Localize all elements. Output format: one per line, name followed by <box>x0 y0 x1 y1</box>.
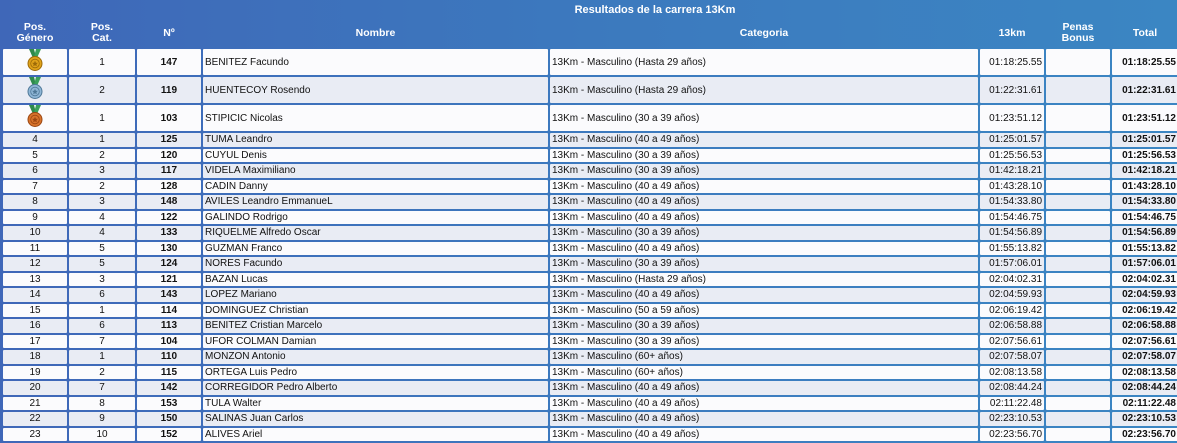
table-row[interactable] <box>3 350 1177 364</box>
table-row[interactable] <box>3 412 1177 426</box>
cell-penas <box>1046 180 1110 194</box>
cell-pos-genero: 11 <box>3 242 67 256</box>
cell-penas <box>1046 133 1110 147</box>
cell-total: 01:25:01.57 <box>1112 133 1177 147</box>
cell-num: 117 <box>137 164 201 178</box>
cell-categoria: 13Km - Masculino (Hasta 29 años) <box>550 273 978 287</box>
cell-categoria: 13Km - Masculino (40 a 49 años) <box>550 412 978 426</box>
cell-penas <box>1046 366 1110 380</box>
cell-pos-cat: 6 <box>69 319 135 333</box>
cell-penas <box>1046 149 1110 163</box>
cell-num: 152 <box>137 428 201 442</box>
cell-nombre: UFOR COLMAN Damian <box>203 335 548 349</box>
cell-pos-genero: 14 <box>3 288 67 302</box>
cell-pos-genero: 18 <box>3 350 67 364</box>
cell-num: 147 <box>137 49 201 75</box>
cell-total: 02:04:59.93 <box>1112 288 1177 302</box>
cell-penas <box>1046 164 1110 178</box>
cell-num: 110 <box>137 350 201 364</box>
cell-num: 113 <box>137 319 201 333</box>
cell-total: 01:22:31.61 <box>1112 77 1177 103</box>
table-row[interactable] <box>3 149 1177 163</box>
cell-pos-cat: 8 <box>69 397 135 411</box>
cell-total: 02:08:13.58 <box>1112 366 1177 380</box>
cell-total: 02:06:19.42 <box>1112 304 1177 318</box>
cell-pos-genero: 5 <box>3 149 67 163</box>
cell-tiempo: 02:07:58.07 <box>980 350 1044 364</box>
cell-num: 153 <box>137 397 201 411</box>
cell-num: 133 <box>137 226 201 240</box>
cell-penas <box>1046 49 1110 75</box>
cell-total: 01:55:13.82 <box>1112 242 1177 256</box>
cell-total: 01:43:28.10 <box>1112 180 1177 194</box>
cell-categoria: 13Km - Masculino (30 a 39 años) <box>550 164 978 178</box>
cell-nombre: AVILES Leandro EmmanueL <box>203 195 548 209</box>
cell-categoria: 13Km - Masculino (40 a 49 años) <box>550 211 978 225</box>
cell-pos-genero: 12 <box>3 257 67 271</box>
cell-nombre: DOMINGUEZ Christian <box>203 304 548 318</box>
cell-pos-genero: 8 <box>3 195 67 209</box>
cell-tiempo: 02:23:10.53 <box>980 412 1044 426</box>
cell-categoria: 13Km - Masculino (30 a 39 años) <box>550 105 978 131</box>
cell-nombre: SALINAS Juan Carlos <box>203 412 548 426</box>
cell-categoria: 13Km - Masculino (60+ años) <box>550 366 978 380</box>
table-row[interactable] <box>3 381 1177 395</box>
cell-pos-genero: 19 <box>3 366 67 380</box>
cell-pos-cat: 7 <box>69 381 135 395</box>
cell-penas <box>1046 350 1110 364</box>
cell-num: 103 <box>137 105 201 131</box>
cell-pos-genero: 13 <box>3 273 67 287</box>
cell-num: 125 <box>137 133 201 147</box>
header-pos-cat[interactable]: Pos. Cat. <box>90 21 114 44</box>
cell-pos-genero: 9 <box>3 211 67 225</box>
cell-penas <box>1046 211 1110 225</box>
cell-nombre: TUMA Leandro <box>203 133 548 147</box>
cell-pos-cat: 2 <box>69 77 135 103</box>
cell-pos-cat: 1 <box>69 49 135 75</box>
cell-categoria: 13Km - Masculino (40 a 49 años) <box>550 288 978 302</box>
cell-penas <box>1046 319 1110 333</box>
cell-pos-genero <box>3 77 67 103</box>
cell-nombre: HUENTECOY Rosendo <box>203 77 548 103</box>
cell-pos-cat: 5 <box>69 257 135 271</box>
cell-pos-cat: 4 <box>69 226 135 240</box>
cell-pos-cat: 7 <box>69 335 135 349</box>
cell-nombre: BENITEZ Facundo <box>203 49 548 75</box>
table-row[interactable] <box>3 242 1177 256</box>
cell-penas <box>1046 195 1110 209</box>
cell-tiempo: 02:23:56.70 <box>980 428 1044 442</box>
cell-total: 02:08:44.24 <box>1112 381 1177 395</box>
cell-tiempo: 01:43:28.10 <box>980 180 1044 194</box>
cell-penas <box>1046 257 1110 271</box>
cell-pos-cat: 1 <box>69 304 135 318</box>
cell-pos-genero <box>3 49 67 75</box>
cell-total: 01:42:18.21 <box>1112 164 1177 178</box>
cell-nombre: RIQUELME Alfredo Oscar <box>203 226 548 240</box>
cell-tiempo: 02:04:59.93 <box>980 288 1044 302</box>
cell-pos-cat: 1 <box>69 133 135 147</box>
cell-penas <box>1046 226 1110 240</box>
cell-num: 124 <box>137 257 201 271</box>
cell-pos-cat: 10 <box>69 428 135 442</box>
table-row[interactable] <box>3 257 1177 271</box>
table-row[interactable] <box>3 288 1177 302</box>
table-row[interactable] <box>3 226 1177 240</box>
cell-categoria: 13Km - Masculino (30 a 39 años) <box>550 149 978 163</box>
cell-num: 121 <box>137 273 201 287</box>
cell-categoria: 13Km - Masculino (30 a 39 años) <box>550 226 978 240</box>
cell-tiempo: 02:08:13.58 <box>980 366 1044 380</box>
cell-total: 01:23:51.12 <box>1112 105 1177 131</box>
results-table <box>1 17 1177 443</box>
cell-categoria: 13Km - Masculino (40 a 49 años) <box>550 242 978 256</box>
cell-nombre: CADIN Danny <box>203 180 548 194</box>
cell-penas <box>1046 105 1110 131</box>
cell-tiempo: 01:22:31.61 <box>980 77 1044 103</box>
cell-num: 104 <box>137 335 201 349</box>
cell-penas <box>1046 242 1110 256</box>
cell-tiempo: 02:04:02.31 <box>980 273 1044 287</box>
cell-pos-genero: 15 <box>3 304 67 318</box>
cell-penas <box>1046 77 1110 103</box>
cell-nombre: GUZMAN Franco <box>203 242 548 256</box>
cell-pos-genero: 17 <box>3 335 67 349</box>
cell-tiempo: 01:25:01.57 <box>980 133 1044 147</box>
cell-num: 115 <box>137 366 201 380</box>
table-row[interactable] <box>3 77 1177 103</box>
cell-pos-cat: 2 <box>69 180 135 194</box>
header-num[interactable]: Nº <box>163 26 175 39</box>
cell-categoria: 13Km - Masculino (60+ años) <box>550 350 978 364</box>
cell-pos-genero: 7 <box>3 180 67 194</box>
page-title: Resultados de la carrera 13Km <box>574 4 736 16</box>
header-tiempo[interactable]: 13km <box>998 26 1026 39</box>
cell-total: 01:57:06.01 <box>1112 257 1177 271</box>
table-row[interactable] <box>3 180 1177 194</box>
cell-categoria: 13Km - Masculino (Hasta 29 años) <box>550 77 978 103</box>
cell-num: 120 <box>137 149 201 163</box>
cell-pos-cat: 2 <box>69 366 135 380</box>
cell-total: 01:25:56.53 <box>1112 149 1177 163</box>
cell-penas <box>1046 397 1110 411</box>
table-row[interactable] <box>3 304 1177 318</box>
cell-penas <box>1046 273 1110 287</box>
cell-pos-cat: 1 <box>69 105 135 131</box>
cell-tiempo: 01:54:33.80 <box>980 195 1044 209</box>
cell-penas <box>1046 412 1110 426</box>
cell-categoria: 13Km - Masculino (40 a 49 años) <box>550 133 978 147</box>
cell-nombre: LOPEZ Mariano <box>203 288 548 302</box>
cell-pos-genero: 4 <box>3 133 67 147</box>
cell-pos-cat: 2 <box>69 149 135 163</box>
cell-total: 01:54:46.75 <box>1112 211 1177 225</box>
cell-nombre: ORTEGA Luis Pedro <box>203 366 548 380</box>
cell-tiempo: 01:54:56.89 <box>980 226 1044 240</box>
cell-categoria: 13Km - Masculino (30 a 39 años) <box>550 257 978 271</box>
table-row[interactable] <box>3 195 1177 209</box>
cell-categoria: 13Km - Masculino (30 a 39 años) <box>550 319 978 333</box>
cell-pos-genero: 16 <box>3 319 67 333</box>
cell-pos-cat: 3 <box>69 273 135 287</box>
medal-silver-icon <box>26 77 44 103</box>
cell-pos-genero: 20 <box>3 381 67 395</box>
cell-num: 142 <box>137 381 201 395</box>
cell-pos-cat: 9 <box>69 412 135 426</box>
cell-tiempo: 01:42:18.21 <box>980 164 1044 178</box>
cell-nombre: ALIVES Ariel <box>203 428 548 442</box>
cell-nombre: TULA Walter <box>203 397 548 411</box>
cell-pos-genero: 22 <box>3 412 67 426</box>
cell-num: 143 <box>137 288 201 302</box>
header-nombre[interactable]: Nombre <box>355 26 396 39</box>
cell-total: 01:18:25.55 <box>1112 49 1177 75</box>
cell-total: 02:04:02.31 <box>1112 273 1177 287</box>
table-row[interactable] <box>3 133 1177 147</box>
cell-pos-cat: 5 <box>69 242 135 256</box>
cell-nombre: NORES Facundo <box>203 257 548 271</box>
header-categoria[interactable]: Categoria <box>739 26 789 39</box>
cell-tiempo: 02:11:22.48 <box>980 397 1044 411</box>
cell-pos-genero: 21 <box>3 397 67 411</box>
cell-tiempo: 01:25:56.53 <box>980 149 1044 163</box>
cell-categoria: 13Km - Masculino (Hasta 29 años) <box>550 49 978 75</box>
table-row[interactable] <box>3 397 1177 411</box>
cell-pos-genero: 6 <box>3 164 67 178</box>
cell-tiempo: 02:06:19.42 <box>980 304 1044 318</box>
header-total[interactable]: Total <box>1132 26 1158 39</box>
table-row[interactable] <box>3 164 1177 178</box>
table-row[interactable] <box>3 49 1177 75</box>
cell-num: 128 <box>137 180 201 194</box>
cell-nombre: STIPICIC Nicolas <box>203 105 548 131</box>
header-penas[interactable]: Penas Bonus <box>1061 21 1095 44</box>
cell-nombre: MONZON Antonio <box>203 350 548 364</box>
cell-total: 02:07:56.61 <box>1112 335 1177 349</box>
medal-bronze-icon <box>26 105 44 131</box>
cell-pos-cat: 6 <box>69 288 135 302</box>
cell-tiempo: 01:54:46.75 <box>980 211 1044 225</box>
cell-nombre: BENITEZ Cristian Marcelo <box>203 319 548 333</box>
cell-categoria: 13Km - Masculino (40 a 49 años) <box>550 397 978 411</box>
cell-nombre: BAZAN Lucas <box>203 273 548 287</box>
cell-categoria: 13Km - Masculino (40 a 49 años) <box>550 195 978 209</box>
cell-total: 01:54:56.89 <box>1112 226 1177 240</box>
table-row[interactable] <box>3 211 1177 225</box>
header-row <box>3 19 1177 47</box>
medal-gold-icon <box>26 49 44 75</box>
cell-pos-genero <box>3 105 67 131</box>
cell-nombre: CORREGIDOR Pedro Alberto <box>203 381 548 395</box>
cell-tiempo: 01:55:13.82 <box>980 242 1044 256</box>
cell-penas <box>1046 381 1110 395</box>
table-row[interactable] <box>3 366 1177 380</box>
cell-nombre: GALINDO Rodrigo <box>203 211 548 225</box>
cell-num: 114 <box>137 304 201 318</box>
cell-num: 148 <box>137 195 201 209</box>
cell-penas <box>1046 304 1110 318</box>
cell-penas <box>1046 288 1110 302</box>
header-pos-genero[interactable]: Pos. Género <box>16 21 54 44</box>
cell-pos-cat: 1 <box>69 350 135 364</box>
cell-pos-cat: 3 <box>69 164 135 178</box>
cell-total: 02:23:10.53 <box>1112 412 1177 426</box>
cell-num: 150 <box>137 412 201 426</box>
cell-pos-genero: 10 <box>3 226 67 240</box>
cell-num: 119 <box>137 77 201 103</box>
table-row[interactable] <box>3 105 1177 131</box>
table-row[interactable] <box>3 273 1177 287</box>
cell-categoria: 13Km - Masculino (30 a 39 años) <box>550 335 978 349</box>
cell-tiempo: 02:06:58.88 <box>980 319 1044 333</box>
cell-total: 02:07:58.07 <box>1112 350 1177 364</box>
cell-pos-cat: 3 <box>69 195 135 209</box>
cell-tiempo: 01:57:06.01 <box>980 257 1044 271</box>
cell-total: 02:11:22.48 <box>1112 397 1177 411</box>
cell-categoria: 13Km - Masculino (40 a 49 años) <box>550 428 978 442</box>
cell-total: 02:23:56.70 <box>1112 428 1177 442</box>
table-row[interactable] <box>3 335 1177 349</box>
cell-nombre: VIDELA Maximiliano <box>203 164 548 178</box>
cell-tiempo: 02:08:44.24 <box>980 381 1044 395</box>
cell-num: 130 <box>137 242 201 256</box>
cell-tiempo: 01:18:25.55 <box>980 49 1044 75</box>
cell-pos-cat: 4 <box>69 211 135 225</box>
table-row[interactable] <box>3 319 1177 333</box>
cell-num: 122 <box>137 211 201 225</box>
cell-pos-genero: 23 <box>3 428 67 442</box>
cell-total: 02:06:58.88 <box>1112 319 1177 333</box>
cell-total: 01:54:33.80 <box>1112 195 1177 209</box>
cell-penas <box>1046 335 1110 349</box>
cell-nombre: CUYUL Denis <box>203 149 548 163</box>
cell-tiempo: 01:23:51.12 <box>980 105 1044 131</box>
cell-categoria: 13Km - Masculino (50 a 59 años) <box>550 304 978 318</box>
cell-tiempo: 02:07:56.61 <box>980 335 1044 349</box>
cell-categoria: 13Km - Masculino (40 a 49 años) <box>550 180 978 194</box>
cell-categoria: 13Km - Masculino (40 a 49 años) <box>550 381 978 395</box>
